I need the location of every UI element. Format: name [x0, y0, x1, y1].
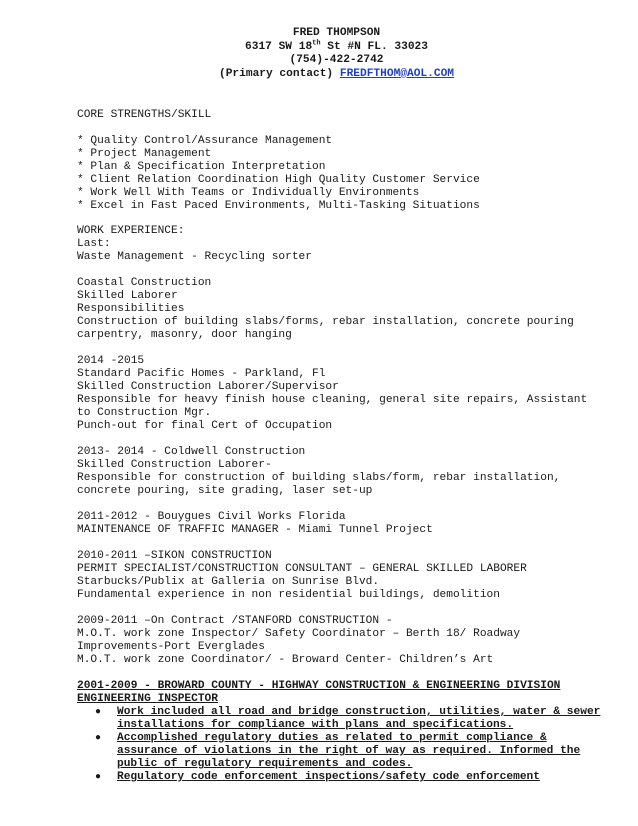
experience-line: 2011-2012 - Bouygues Civil Works Florida [77, 511, 346, 523]
resume-header [71, 27, 602, 81]
experience-line: 2014 -2015 [77, 355, 145, 367]
duty-bullet-item [95, 706, 602, 732]
bullet-icon: ● [95, 772, 102, 783]
duty-text: Accomplished regulatory duties as related to permit compliance & assurance of violations in the right of way as required. Informed the public of regulatory requirements and codes. [117, 732, 581, 770]
strength-item: * Plan & Specification Interpretation [77, 161, 326, 173]
experience-entry [77, 446, 602, 498]
contact-line [71, 68, 602, 82]
experience-line: Starbucks/Publix at Galleria on Sunrise Blvd. [77, 576, 380, 588]
experience-line: MAINTENANCE OF TRAFFIC MANAGER - Miami Tunnel Project [77, 524, 433, 536]
duty-bullet-item [95, 732, 602, 771]
experience-line: 2010-2011 –SIKON CONSTRUCTION [77, 550, 272, 562]
experience-entry [77, 355, 602, 433]
strength-item: * Client Relation Coordination High Quality Customer Service [77, 174, 480, 186]
experience-entry [77, 277, 602, 342]
experience-line: Responsibilities [77, 303, 185, 315]
strengths-title: CORE STRENGTHS/SKILL [77, 109, 212, 121]
applicant-name: FRED THOMPSON [292, 27, 381, 39]
experience-entry [77, 511, 602, 537]
experience-blocks [77, 238, 602, 667]
address-line [71, 38, 602, 55]
address-ordinal: th [312, 38, 321, 47]
address-city: St #N FL. 33023 [320, 40, 428, 53]
experience-line: Coastal Construction [77, 277, 212, 289]
contact-label: (Primary contact) [219, 67, 340, 80]
experience-line: Waste Management - Recycling sorter [77, 251, 312, 263]
broward-bullets [77, 706, 602, 784]
duty-text: Regulatory code enforcement inspections/safety code enforcement [117, 771, 540, 783]
experience-line: Skilled Construction Laborer- [77, 459, 272, 471]
experience-line: Responsible for construction of building slabs/form, rebar installation, concrete pouring, site grading, laser set-up [77, 472, 568, 497]
strengths-section [77, 109, 602, 213]
experience-title: WORK EXPERIENCE: [77, 225, 185, 237]
experience-entry [77, 550, 602, 602]
strength-item: * Project Management [77, 148, 212, 160]
phone-number: (754)-422-2742 [289, 54, 384, 66]
strength-item: * Excel in Fast Paced Environments, Multi-Tasking Situations [77, 200, 480, 212]
experience-line: 2013- 2014 - Coldwell Construction [77, 446, 306, 458]
experience-line: Punch-out for final Cert of Occupation [77, 420, 333, 432]
experience-line: Skilled Construction Laborer/Supervisor [77, 381, 339, 393]
strengths-list [77, 135, 602, 213]
experience-line: M.O.T. work zone Inspector/ Safety Coordinator – Berth 18/ Roadway Improvements-Port Everglades [77, 628, 527, 653]
experience-section [77, 225, 602, 667]
broward-title: 2001-2009 - BROWARD COUNTY - HIGHWAY CONSTRUCTION & ENGINEERING DIVISION [77, 680, 561, 692]
experience-line: PERMIT SPECIALIST/CONSTRUCTION CONSULTANT – GENERAL SKILLED LABORER [77, 563, 527, 575]
broward-section [77, 680, 602, 784]
address-street: 6317 SW 18 [245, 40, 313, 53]
bullet-icon: ● [95, 733, 102, 744]
experience-entry [77, 238, 602, 264]
experience-line: Standard Pacific Homes - Parkland, Fl [77, 368, 326, 380]
experience-line: M.O.T. work zone Coordinator/ - Broward Center- Children’s Art [77, 654, 494, 666]
duty-text: Work included all road and bridge construction, utilities, water & sewer installations for compliance with plans and specifications. [117, 706, 601, 731]
broward-role: ENGINEERING INSPECTOR [77, 693, 218, 705]
experience-line: Last: [77, 238, 111, 250]
duty-bullet-item [95, 771, 602, 784]
experience-entry [77, 615, 602, 667]
email-link[interactable]: FREDFTHOM@AOL.COM [339, 67, 454, 80]
strength-item: * Work Well With Teams or Individually Environments [77, 187, 420, 199]
experience-line: Skilled Laborer [77, 290, 178, 302]
experience-line: Responsible for heavy finish house cleaning, general site repairs, Assistant to Construction Mgr. [77, 394, 594, 419]
spacer [77, 122, 602, 135]
experience-line: Construction of building slabs/forms, rebar installation, concrete pouring carpentry, masonry, door hanging [77, 316, 581, 341]
experience-line: Fundamental experience in non residential buildings, demolition [77, 589, 500, 601]
bullet-icon: ● [95, 707, 102, 718]
experience-line: 2009-2011 –On Contract /STANFORD CONSTRUCTION - [77, 615, 393, 627]
strength-item: * Quality Control/Assurance Management [77, 135, 333, 147]
